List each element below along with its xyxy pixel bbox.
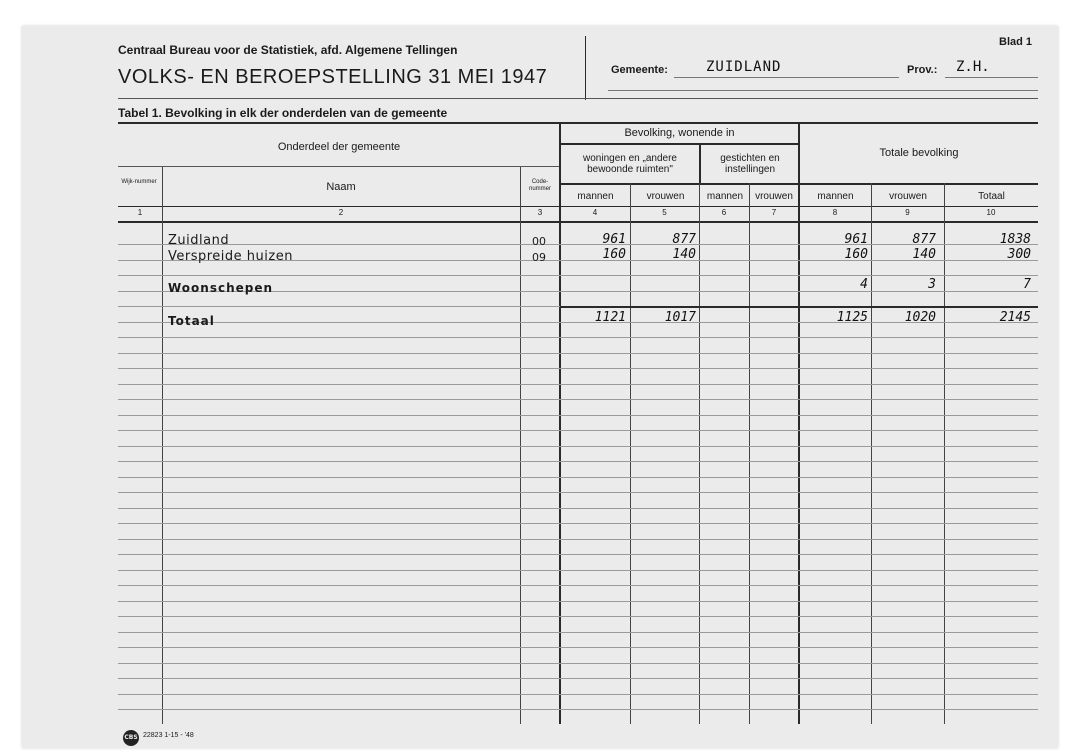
row-totaal: 1838	[999, 232, 1031, 247]
row-t-mannen: 1125	[836, 310, 868, 325]
cbs-logo	[123, 730, 139, 746]
header-g-vrouwen: vrouwen	[755, 191, 793, 202]
ruled-line	[118, 337, 1038, 338]
header-onderdeel: Onderdeel der gemeente	[277, 141, 401, 153]
column-number-8: 8	[832, 208, 838, 217]
header-bevolking-wonende: Bevolking, wonende in	[624, 127, 735, 139]
ruled-line	[118, 492, 1038, 493]
row-totaal: 7	[1023, 277, 1031, 292]
col-line-w-vrouwen	[630, 183, 631, 724]
ruled-line	[118, 554, 1038, 555]
row-naam: Zuidland	[168, 233, 230, 248]
header-rule-2	[118, 98, 1038, 99]
ruled-line	[118, 616, 1038, 617]
row-w-vrouwen: 877	[672, 232, 696, 247]
ruled-line	[118, 430, 1038, 431]
form-title: VOLKS- EN BEROEPSTELLING 31 MEI 1947	[118, 66, 548, 88]
ruled-line	[118, 570, 1038, 571]
column-number-10: 10	[986, 208, 996, 217]
header-totale: Totale bevolking	[879, 147, 959, 159]
row-w-mannen: 961	[602, 232, 626, 247]
row-w-vrouwen: 140	[672, 247, 696, 262]
ruled-line	[118, 709, 1038, 710]
totaal-rule	[560, 306, 1038, 308]
gemeente-underline	[674, 77, 899, 78]
sheet-number: Blad 1	[999, 36, 1033, 48]
col-line-totaal	[944, 183, 945, 724]
header-t-mannen: mannen	[817, 191, 854, 202]
prov-underline	[945, 77, 1038, 78]
column-number-7: 7	[771, 208, 777, 217]
header-naam: Naam	[326, 181, 356, 193]
row-totaal: 300	[1007, 247, 1031, 262]
header-woningen: woningen en „andere bewoonde ruimten"	[583, 153, 677, 175]
column-number-2: 2	[338, 208, 344, 217]
column-number-6: 6	[721, 208, 727, 217]
table-top-rule	[118, 122, 1038, 124]
header-rule-1	[608, 90, 1038, 91]
header-totaal: Totaal	[978, 191, 1005, 202]
col-line-gestichten	[699, 183, 700, 724]
row-t-vrouwen: 140	[912, 247, 936, 262]
row-t-vrouwen: 1020	[904, 310, 936, 325]
number-row-bottom-rule	[118, 221, 1038, 223]
ruled-line	[118, 275, 1038, 276]
woningen-gestichten-divider-top	[699, 143, 701, 183]
row-code: 00	[532, 235, 546, 248]
ruled-line	[118, 647, 1038, 648]
census-form-sheet	[22, 26, 1058, 748]
prov-value: Z.H.	[956, 59, 990, 75]
column-number-3: 3	[537, 208, 543, 217]
row-w-mannen: 160	[602, 247, 626, 262]
ruled-line	[118, 694, 1038, 695]
ruled-line	[118, 632, 1038, 633]
header-w-vrouwen: vrouwen	[646, 191, 685, 202]
row-t-vrouwen: 877	[912, 232, 936, 247]
ruled-line	[118, 353, 1038, 354]
ruled-line	[118, 446, 1038, 447]
col-line-g-vrouwen	[749, 183, 750, 724]
column-number-1: 1	[137, 208, 143, 217]
row-naam: Totaal	[168, 314, 215, 328]
header-wijk: Wijk-nummer	[121, 179, 157, 185]
ruled-line	[118, 678, 1038, 679]
row-t-vrouwen: 3	[928, 277, 936, 292]
ruled-line	[118, 508, 1038, 509]
col-line-t-vrouwen	[871, 183, 872, 724]
ruled-line	[118, 461, 1038, 462]
row-naam: Verspreide huizen	[168, 249, 293, 264]
ruled-line	[118, 399, 1038, 400]
bevolking-sub-rule	[560, 143, 799, 145]
ruled-line	[118, 539, 1038, 540]
ruled-line	[118, 384, 1038, 385]
row-t-mannen: 961	[844, 232, 868, 247]
header-code: Code-nummer	[528, 179, 551, 192]
cbs-logo-text: CBS	[124, 734, 138, 741]
ruled-line	[118, 523, 1038, 524]
gemeente-label: Gemeente:	[611, 64, 668, 76]
column-number-5: 5	[662, 208, 667, 217]
number-row-top-rule	[118, 206, 1038, 207]
table-title: Tabel 1. Bevolking in elk der onderdelen van de gemeente	[118, 106, 448, 120]
ruled-line	[118, 585, 1038, 586]
ruled-line	[118, 601, 1038, 602]
header-g-mannen: mannen	[706, 191, 744, 202]
row-totaal: 2145	[999, 310, 1031, 325]
row-t-mannen: 4	[860, 277, 868, 292]
row-code: 09	[532, 251, 546, 264]
ruled-line	[118, 477, 1038, 478]
organisation-line: Centraal Bureau voor de Statistiek, afd. Algemene Tellingen	[118, 43, 458, 57]
header-t-vrouwen: vrouwen	[889, 191, 927, 202]
ruled-line	[118, 663, 1038, 664]
column-number-4: 4	[592, 208, 598, 217]
row-w-vrouwen: 1017	[664, 310, 696, 325]
onderdeel-underline	[118, 166, 560, 167]
prov-label: Prov.:	[907, 64, 938, 76]
row-t-mannen: 160	[844, 247, 868, 262]
subheader-top-rule	[560, 183, 1038, 185]
ruled-line	[118, 415, 1038, 416]
gemeente-value: ZUIDLAND	[706, 59, 782, 75]
ruled-line	[118, 368, 1038, 369]
header-w-mannen: mannen	[577, 191, 614, 202]
header-vertical-divider	[585, 36, 586, 100]
row-w-mannen: 1121	[594, 310, 626, 325]
print-code: 22823 1-15 - '48	[143, 732, 194, 739]
row-naam: Woonschepen	[168, 281, 274, 295]
column-number-9: 9	[905, 208, 910, 217]
header-gestichten: gestichten en instellingen	[720, 153, 780, 175]
